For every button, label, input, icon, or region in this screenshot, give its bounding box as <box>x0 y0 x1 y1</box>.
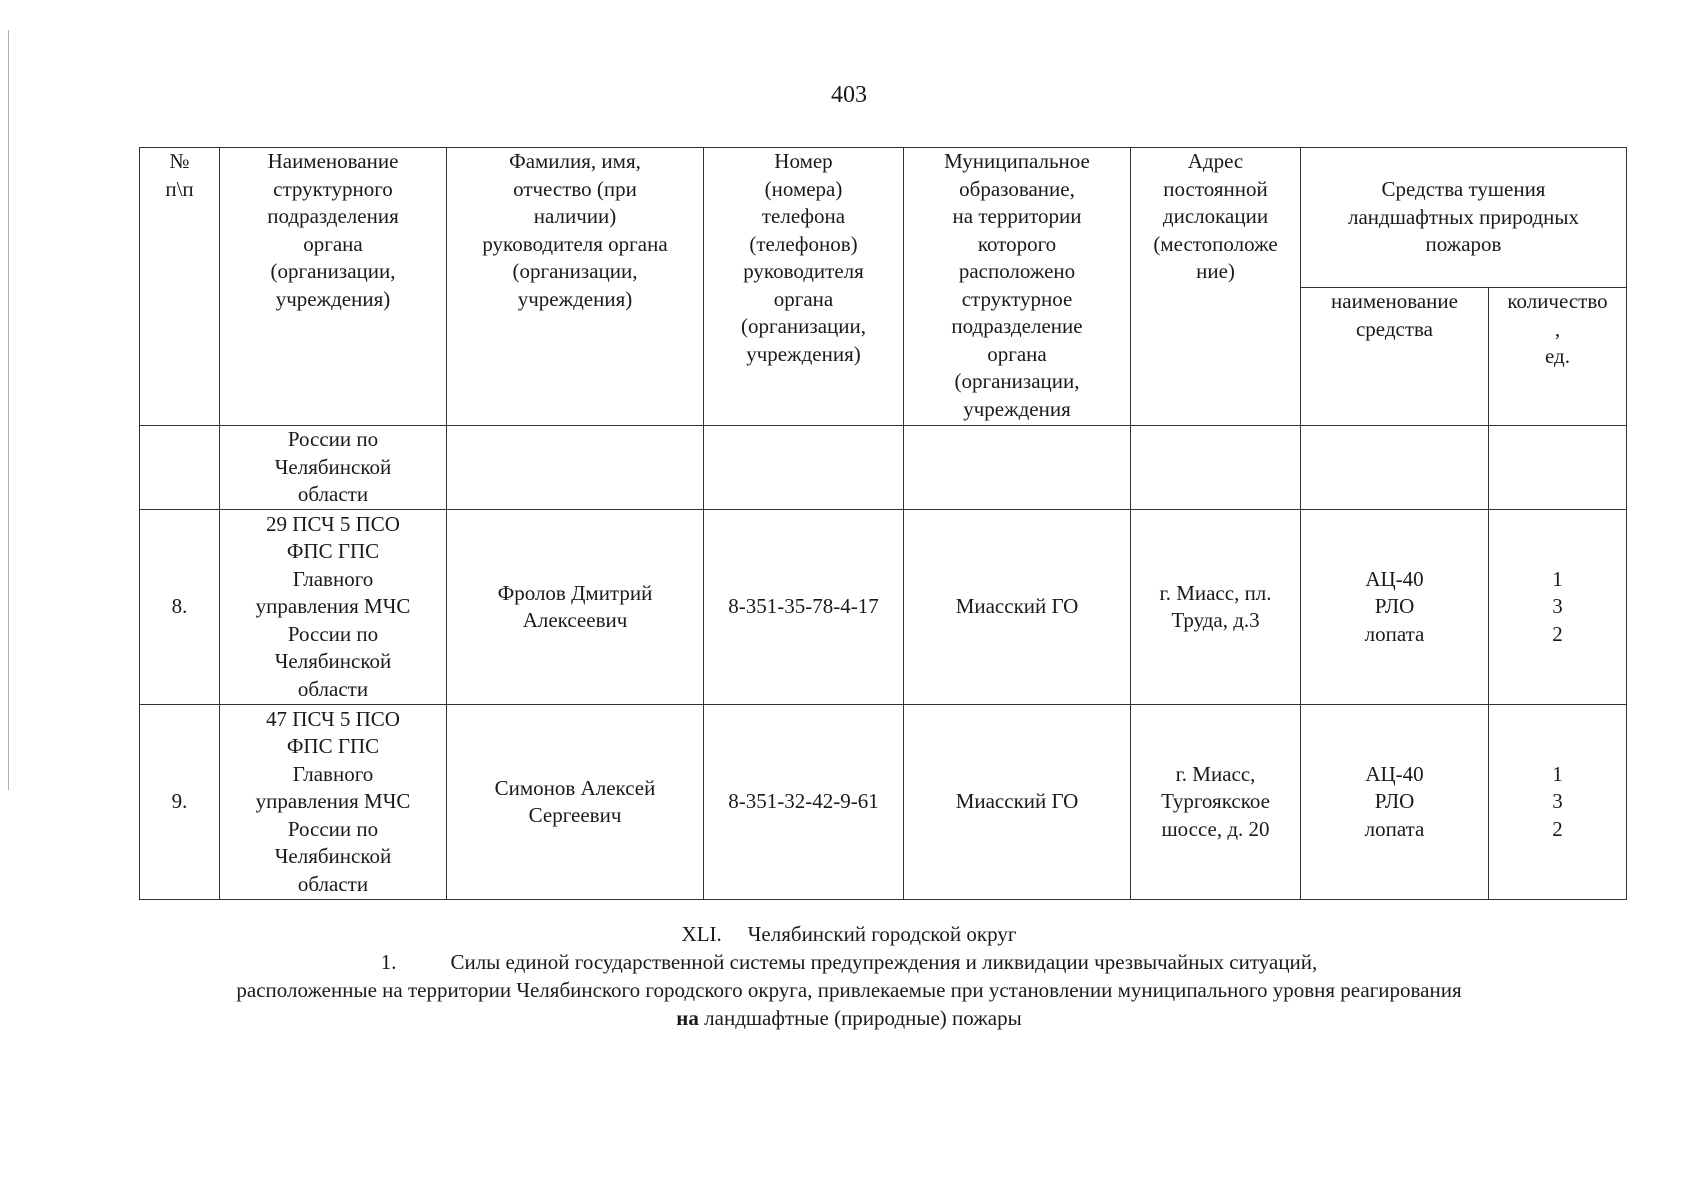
section-roman: XLI. <box>681 922 722 946</box>
cell-unit-name: 29 ПСЧ 5 ПСО ФПС ГПС Главного управления МЧС России по Челябинской области <box>220 510 447 705</box>
cell-address: г. Миасс, Тургоякское шоссе, д. 20 <box>1131 705 1301 900</box>
header-municipality: Муниципальное образование, на территории которого расположено структурное подразделение органа (организации, учреждения <box>904 148 1131 426</box>
cell-head-name: Симонов Алексей Сергеевич <box>447 705 704 900</box>
header-address: Адрес постоянной дислокации (местоположе ние) <box>1131 148 1301 426</box>
cell-num: 8. <box>140 510 220 705</box>
section-item-text-1: Силы единой государственной системы предупреждения и ликвидации чрезвычайных ситуаций, <box>450 950 1318 974</box>
section-item-line-3 <box>0 1006 1698 1031</box>
header-means-name: наименование средства <box>1301 288 1489 426</box>
cell-municipality <box>904 426 1131 510</box>
header-unit-name: Наименование структурного подразделения органа (организации, учреждения) <box>220 148 447 426</box>
cell-unit-name: 47 ПСЧ 5 ПСО ФПС ГПС Главного управления МЧС России по Челябинской области <box>220 705 447 900</box>
section-heading <box>0 922 1698 947</box>
cell-phone <box>704 426 904 510</box>
table-row-continuation <box>140 426 1627 510</box>
cell-unit-name: России по Челябинской области <box>220 426 447 510</box>
section-item-bold-word: на <box>676 1006 699 1030</box>
cell-municipality: Миасский ГО <box>904 510 1131 705</box>
cell-means <box>1301 426 1489 510</box>
cell-num: 9. <box>140 705 220 900</box>
page-edge-line <box>8 30 9 790</box>
section-item-line-1 <box>0 950 1698 975</box>
cell-phone: 8-351-32-42-9-61 <box>704 705 904 900</box>
cell-head-name <box>447 426 704 510</box>
cell-head-name: Фролов Дмитрий Алексеевич <box>447 510 704 705</box>
cell-address <box>1131 426 1301 510</box>
cell-means: АЦ-40 РЛО лопата <box>1301 705 1489 900</box>
forces-table <box>139 147 1627 900</box>
cell-qty: 1 3 2 <box>1489 705 1627 900</box>
header-phone: Номер (номера) телефона (телефонов) руководителя органа (организации, учреждения) <box>704 148 904 426</box>
cell-means: АЦ-40 РЛО лопата <box>1301 510 1489 705</box>
page-number: 403 <box>831 82 867 108</box>
cell-qty: 1 3 2 <box>1489 510 1627 705</box>
section-title: Челябинский городской округ <box>747 922 1017 946</box>
header-head-name: Фамилия, имя, отчество (при наличии) руководителя органа (организации, учреждения) <box>447 148 704 426</box>
cell-num <box>140 426 220 510</box>
section-item-line-2: расположенные на территории Челябинского городского округа, привлекаемые при установлении муниципального уровня реагирования <box>236 978 1462 1002</box>
table-row <box>140 510 1627 705</box>
section-item-num: 1. <box>380 950 397 974</box>
header-means: Средства тушения ландшафтных природных пожаров <box>1301 148 1627 288</box>
section-item-text-3: ландшафтные (природные) пожары <box>704 1006 1022 1030</box>
header-means-qty: количество , ед. <box>1489 288 1627 426</box>
header-num: № п\п <box>140 148 220 426</box>
cell-municipality: Миасский ГО <box>904 705 1131 900</box>
table-row <box>140 705 1627 900</box>
cell-address: г. Миасс, пл. Труда, д.3 <box>1131 510 1301 705</box>
cell-phone: 8-351-35-78-4-17 <box>704 510 904 705</box>
cell-qty <box>1489 426 1627 510</box>
